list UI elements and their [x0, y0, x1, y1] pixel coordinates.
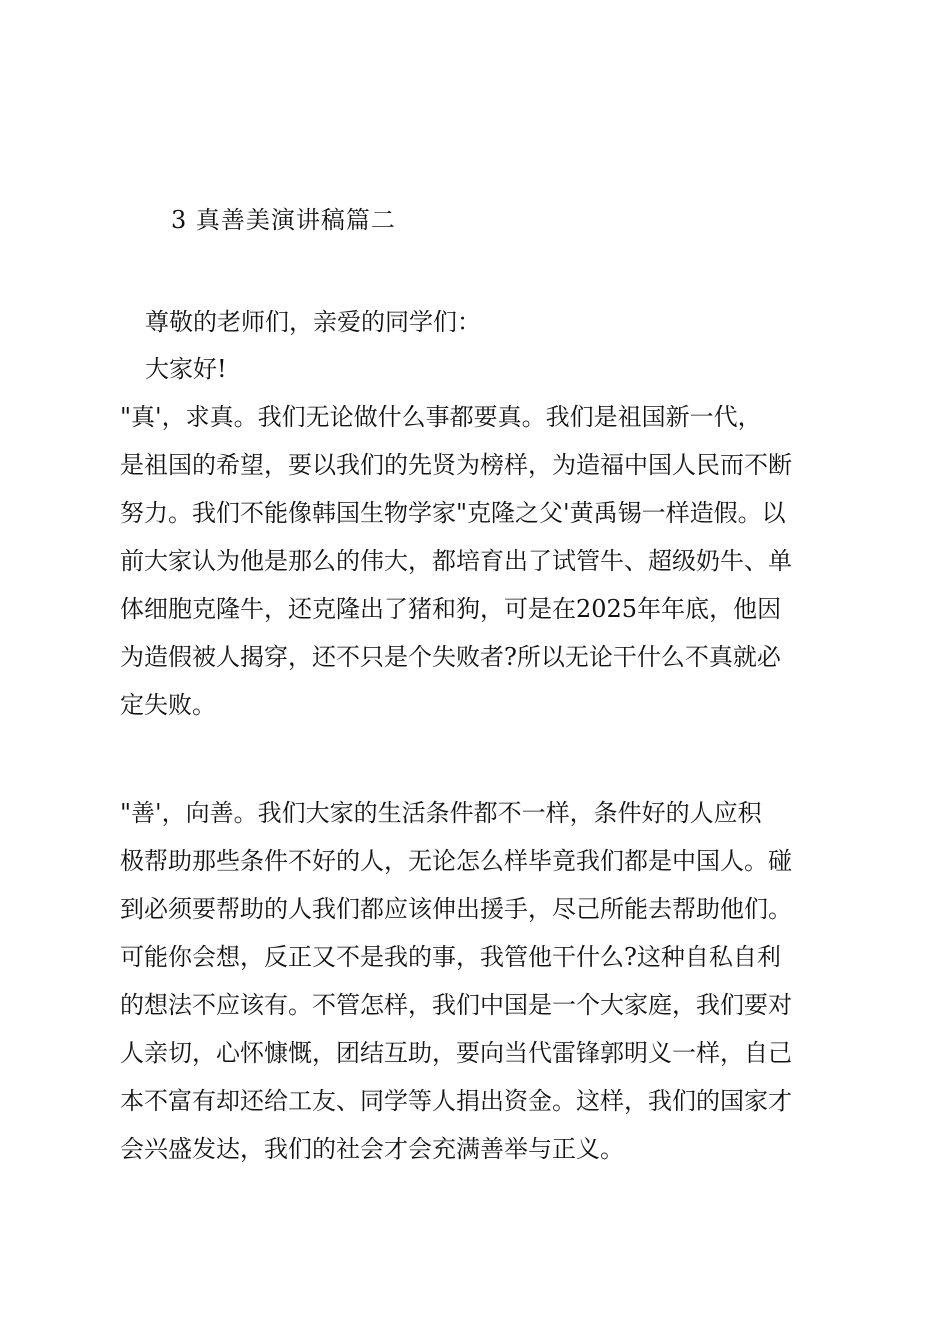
paragraph-line: 可能你会想，反正又不是我的事，我管他干什么?这种自私自利 [120, 943, 781, 971]
paragraph-line: 为造假被人揭穿，还不只是个失败者?所以无论干什么不真就必 [120, 643, 781, 671]
paragraph-line: 是祖国的希望，要以我们的先贤为榜样，为造福中国人民而不断 [120, 451, 792, 479]
paragraph-line: 到必须要帮助的人我们都应该伸出援手，尽己所能去帮助他们。 [120, 895, 792, 923]
paragraph-line: 会兴盛发达，我们的社会才会充满善举与正义。 [120, 1135, 624, 1163]
paragraph-line: 定失败。 [120, 691, 216, 719]
document-heading: 3 真善美演讲稿篇二 [171, 206, 396, 234]
paragraph-line: "善'，向善。我们大家的生活条件都不一样，条件好的人应积 [120, 799, 762, 827]
paragraph-line: 努力。我们不能像韩国生物学家"克隆之父'黄禹锡一样造假。以 [120, 499, 786, 527]
greeting-line: 大家好! [145, 355, 227, 383]
paragraph-line: 本不富有却还给工友、同学等人捐出资金。这样，我们的国家才 [120, 1087, 792, 1115]
paragraph-line: "真'，求真。我们无论做什么事都要真。我们是祖国新一代， [120, 403, 762, 431]
salutation-line: 尊敬的老师们，亲爱的同学们： [145, 308, 481, 336]
paragraph-line: 的想法不应该有。不管怎样，我们中国是一个大家庭，我们要对 [120, 991, 792, 1019]
paragraph-line: 前大家认为他是那么的伟大，都培育出了试管牛、超级奶牛、单 [120, 547, 792, 575]
paragraph-line: 体细胞克隆牛，还克隆出了猪和狗，可是在2025年年底，他因 [120, 595, 782, 623]
paragraph-line: 极帮助那些条件不好的人，无论怎么样毕竟我们都是中国人。碰 [120, 847, 792, 875]
paragraph-line: 人亲切，心怀慷慨，团结互助，要向当代雷锋郭明义一样，自己 [120, 1039, 792, 1067]
